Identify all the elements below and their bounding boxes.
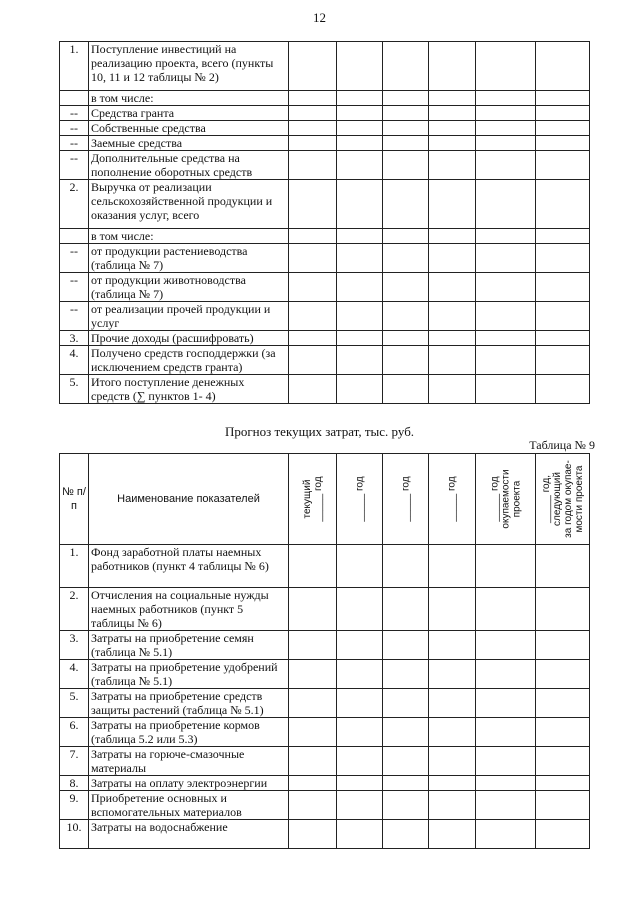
empty-value-cell — [536, 121, 590, 136]
table-row — [60, 588, 590, 631]
costs-table — [59, 453, 590, 849]
empty-value-cell — [429, 718, 476, 747]
empty-value-cell — [337, 302, 383, 331]
row-number: 2. — [60, 588, 89, 631]
empty-value-cell — [383, 229, 429, 244]
empty-value-cell — [536, 747, 590, 776]
empty-value-cell — [383, 689, 429, 718]
empty-value-cell — [289, 136, 337, 151]
empty-value-cell — [536, 375, 590, 404]
row-number: 5. — [60, 689, 89, 718]
header-col-5 — [476, 454, 536, 545]
row-label: Затраты на приобретение семян (таблица № 5.1) — [89, 631, 289, 660]
empty-value-cell — [429, 331, 476, 346]
empty-value-cell — [536, 331, 590, 346]
empty-value-cell — [383, 718, 429, 747]
empty-value-cell — [289, 776, 337, 791]
table-row — [60, 302, 590, 331]
empty-value-cell — [337, 151, 383, 180]
empty-value-cell — [383, 136, 429, 151]
empty-value-cell — [337, 346, 383, 375]
row-label: Заемные средства — [89, 136, 289, 151]
table-row — [60, 660, 590, 689]
empty-value-cell — [476, 121, 536, 136]
empty-value-cell — [429, 689, 476, 718]
table-row — [60, 273, 590, 302]
empty-value-cell — [536, 660, 590, 689]
empty-value-cell — [476, 631, 536, 660]
row-label: Собственные средства — [89, 121, 289, 136]
empty-value-cell — [536, 273, 590, 302]
empty-value-cell — [383, 91, 429, 106]
empty-value-cell — [383, 588, 429, 631]
header-col-3-text: _____ год — [400, 476, 411, 522]
empty-value-cell — [289, 180, 337, 229]
row-number: 4. — [60, 660, 89, 689]
table-row — [60, 375, 590, 404]
empty-value-cell — [429, 346, 476, 375]
table-row — [60, 121, 590, 136]
header-col-5-text: _____ год окупаемости проекта — [489, 469, 522, 529]
empty-value-cell — [383, 180, 429, 229]
empty-value-cell — [383, 820, 429, 849]
empty-value-cell — [383, 273, 429, 302]
empty-value-cell — [289, 151, 337, 180]
row-number: 2. — [60, 180, 89, 229]
empty-value-cell — [536, 229, 590, 244]
row-number: -- — [60, 136, 89, 151]
empty-value-cell — [476, 244, 536, 273]
empty-value-cell — [337, 588, 383, 631]
row-number: 4. — [60, 346, 89, 375]
empty-value-cell — [536, 151, 590, 180]
empty-value-cell — [289, 244, 337, 273]
header-col-1 — [289, 454, 337, 545]
empty-value-cell — [429, 631, 476, 660]
row-label: Дополнительные средства на пополнение оборотных средств — [89, 151, 289, 180]
empty-value-cell — [337, 42, 383, 91]
row-number: -- — [60, 244, 89, 273]
empty-value-cell — [476, 791, 536, 820]
header-col-2-text: _____ год — [354, 476, 365, 522]
empty-value-cell — [337, 747, 383, 776]
table-header-row — [60, 454, 590, 545]
empty-value-cell — [536, 718, 590, 747]
table-row — [60, 42, 590, 91]
empty-value-cell — [289, 331, 337, 346]
empty-value-cell — [337, 375, 383, 404]
row-number: 3. — [60, 631, 89, 660]
empty-value-cell — [337, 136, 383, 151]
row-label: от реализации прочей продукции и услуг — [89, 302, 289, 331]
row-label: от продукции животноводства (таблица № 7) — [89, 273, 289, 302]
empty-value-cell — [289, 91, 337, 106]
row-number: 7. — [60, 747, 89, 776]
row-number: 1. — [60, 42, 89, 91]
empty-value-cell — [536, 791, 590, 820]
empty-value-cell — [337, 331, 383, 346]
empty-value-cell — [429, 91, 476, 106]
table-label: Таблица № 9 — [529, 438, 595, 452]
empty-value-cell — [383, 346, 429, 375]
empty-value-cell — [476, 375, 536, 404]
empty-value-cell — [476, 689, 536, 718]
empty-value-cell — [429, 229, 476, 244]
empty-value-cell — [383, 331, 429, 346]
empty-value-cell — [289, 42, 337, 91]
empty-value-cell — [536, 42, 590, 91]
empty-value-cell — [337, 91, 383, 106]
empty-value-cell — [289, 273, 337, 302]
empty-value-cell — [476, 151, 536, 180]
header-col-4 — [429, 454, 476, 545]
empty-value-cell — [429, 588, 476, 631]
empty-value-cell — [383, 660, 429, 689]
empty-value-cell — [429, 121, 476, 136]
row-number: 8. — [60, 776, 89, 791]
empty-value-cell — [337, 776, 383, 791]
header-name: Наименование показателей — [89, 454, 289, 545]
empty-value-cell — [536, 106, 590, 121]
row-label: Затраты на приобретение удобрений (таблица № 5.1) — [89, 660, 289, 689]
row-label: Получено средств господдержки (за исключением средств гранта) — [89, 346, 289, 375]
table-row — [60, 776, 590, 791]
row-number: -- — [60, 151, 89, 180]
empty-value-cell — [429, 791, 476, 820]
empty-value-cell — [476, 588, 536, 631]
empty-value-cell — [337, 244, 383, 273]
empty-value-cell — [429, 42, 476, 91]
empty-value-cell — [536, 136, 590, 151]
revenue-table — [59, 41, 590, 404]
header-col-4-text: _____ год — [446, 476, 458, 522]
row-number: 1. — [60, 545, 89, 588]
header-col-6 — [536, 454, 590, 545]
empty-value-cell — [476, 660, 536, 689]
empty-value-cell — [337, 631, 383, 660]
row-number: 6. — [60, 718, 89, 747]
empty-value-cell — [337, 273, 383, 302]
row-number: 10. — [60, 820, 89, 849]
empty-value-cell — [476, 136, 536, 151]
row-label: Выручка от реализации сельскохозяйственной продукции и оказания услуг, всего — [89, 180, 289, 229]
empty-value-cell — [536, 820, 590, 849]
row-label: в том числе: — [89, 229, 289, 244]
empty-value-cell — [536, 545, 590, 588]
empty-value-cell — [429, 244, 476, 273]
empty-value-cell — [289, 229, 337, 244]
row-label: Затраты на приобретение средств защиты растений (таблица № 5.1) — [89, 689, 289, 718]
empty-value-cell — [383, 244, 429, 273]
table-caption: Прогноз текущих затрат, тыс. руб. — [224, 424, 415, 439]
header-col-3 — [383, 454, 429, 545]
empty-value-cell — [337, 689, 383, 718]
table-row — [60, 136, 590, 151]
empty-value-cell — [289, 820, 337, 849]
header-col-6-text: _____ год, следующий за годом окупае- мости проекта — [540, 460, 585, 538]
empty-value-cell — [289, 689, 337, 718]
header-num: № п/п — [60, 454, 89, 545]
row-number: -- — [60, 121, 89, 136]
empty-value-cell — [383, 631, 429, 660]
empty-value-cell — [536, 302, 590, 331]
empty-value-cell — [337, 180, 383, 229]
table-row — [60, 631, 590, 660]
table-row — [60, 689, 590, 718]
row-number: -- — [60, 273, 89, 302]
table-row — [60, 180, 590, 229]
empty-value-cell — [429, 776, 476, 791]
empty-value-cell — [429, 106, 476, 121]
empty-value-cell — [337, 121, 383, 136]
empty-value-cell — [337, 229, 383, 244]
table-row — [60, 545, 590, 588]
row-label: Отчисления на социальные нужды наемных работников (пункт 5 таблицы № 6) — [89, 588, 289, 631]
empty-value-cell — [337, 660, 383, 689]
empty-value-cell — [289, 718, 337, 747]
empty-value-cell — [476, 331, 536, 346]
empty-value-cell — [476, 106, 536, 121]
empty-value-cell — [383, 375, 429, 404]
empty-value-cell — [476, 91, 536, 106]
empty-value-cell — [476, 180, 536, 229]
table-row — [60, 747, 590, 776]
empty-value-cell — [383, 106, 429, 121]
row-number — [60, 229, 89, 244]
row-label: Средства гранта — [89, 106, 289, 121]
empty-value-cell — [536, 346, 590, 375]
empty-value-cell — [383, 42, 429, 91]
row-label: от продукции растениеводства (таблица № 7) — [89, 244, 289, 273]
table-row — [60, 718, 590, 747]
row-label: в том числе: — [89, 91, 289, 106]
table-row — [60, 229, 590, 244]
row-number — [60, 91, 89, 106]
row-label: Итого поступление денежных средств (∑ пунктов 1- 4) — [89, 375, 289, 404]
empty-value-cell — [289, 346, 337, 375]
empty-value-cell — [536, 776, 590, 791]
table-row — [60, 151, 590, 180]
row-number: -- — [60, 302, 89, 331]
table-row — [60, 791, 590, 820]
empty-value-cell — [536, 180, 590, 229]
empty-value-cell — [337, 791, 383, 820]
row-number: 3. — [60, 331, 89, 346]
empty-value-cell — [289, 106, 337, 121]
row-number: 9. — [60, 791, 89, 820]
empty-value-cell — [289, 747, 337, 776]
empty-value-cell — [383, 747, 429, 776]
row-number: 5. — [60, 375, 89, 404]
empty-value-cell — [536, 689, 590, 718]
empty-value-cell — [476, 718, 536, 747]
empty-value-cell — [429, 820, 476, 849]
empty-value-cell — [476, 273, 536, 302]
empty-value-cell — [383, 121, 429, 136]
empty-value-cell — [429, 747, 476, 776]
empty-value-cell — [476, 776, 536, 791]
header-col-1-text: текущий _____ год — [301, 476, 324, 522]
row-label: Фонд заработной платы наемных работников (пункт 4 таблицы № 6) — [89, 545, 289, 588]
empty-value-cell — [429, 375, 476, 404]
empty-value-cell — [429, 545, 476, 588]
empty-value-cell — [476, 747, 536, 776]
empty-value-cell — [383, 302, 429, 331]
empty-value-cell — [476, 229, 536, 244]
empty-value-cell — [536, 588, 590, 631]
row-label: Затраты на горюче-смазочные материалы — [89, 747, 289, 776]
empty-value-cell — [536, 631, 590, 660]
empty-value-cell — [289, 121, 337, 136]
empty-value-cell — [289, 588, 337, 631]
table-row — [60, 106, 590, 121]
empty-value-cell — [429, 151, 476, 180]
empty-value-cell — [476, 302, 536, 331]
empty-value-cell — [476, 545, 536, 588]
empty-value-cell — [536, 244, 590, 273]
row-label: Прочие доходы (расшифровать) — [89, 331, 289, 346]
row-label: Приобретение основных и вспомогательных материалов — [89, 791, 289, 820]
empty-value-cell — [289, 631, 337, 660]
row-label: Затраты на водоснабжение — [89, 820, 289, 849]
empty-value-cell — [289, 375, 337, 404]
empty-value-cell — [383, 151, 429, 180]
row-number: -- — [60, 106, 89, 121]
table-row — [60, 346, 590, 375]
table-row — [60, 331, 590, 346]
empty-value-cell — [289, 791, 337, 820]
page-number: 12 — [313, 10, 326, 25]
empty-value-cell — [476, 820, 536, 849]
empty-value-cell — [429, 660, 476, 689]
empty-value-cell — [476, 42, 536, 91]
row-label: Затраты на приобретение кормов (таблица 5.2 или 5.3) — [89, 718, 289, 747]
table-row — [60, 244, 590, 273]
table-row — [60, 91, 590, 106]
empty-value-cell — [289, 660, 337, 689]
header-col-2 — [337, 454, 383, 545]
empty-value-cell — [429, 136, 476, 151]
empty-value-cell — [337, 820, 383, 849]
empty-value-cell — [429, 180, 476, 229]
empty-value-cell — [476, 346, 536, 375]
empty-value-cell — [289, 302, 337, 331]
empty-value-cell — [383, 791, 429, 820]
empty-value-cell — [536, 91, 590, 106]
row-label: Затраты на оплату электроэнергии — [89, 776, 289, 791]
empty-value-cell — [429, 273, 476, 302]
row-label: Поступление инвестиций на реализацию проекта, всего (пункты 10, 11 и 12 таблицы № 2) — [89, 42, 289, 91]
empty-value-cell — [337, 545, 383, 588]
empty-value-cell — [429, 302, 476, 331]
empty-value-cell — [337, 106, 383, 121]
table-row — [60, 820, 590, 849]
empty-value-cell — [383, 545, 429, 588]
empty-value-cell — [289, 545, 337, 588]
empty-value-cell — [383, 776, 429, 791]
empty-value-cell — [337, 718, 383, 747]
